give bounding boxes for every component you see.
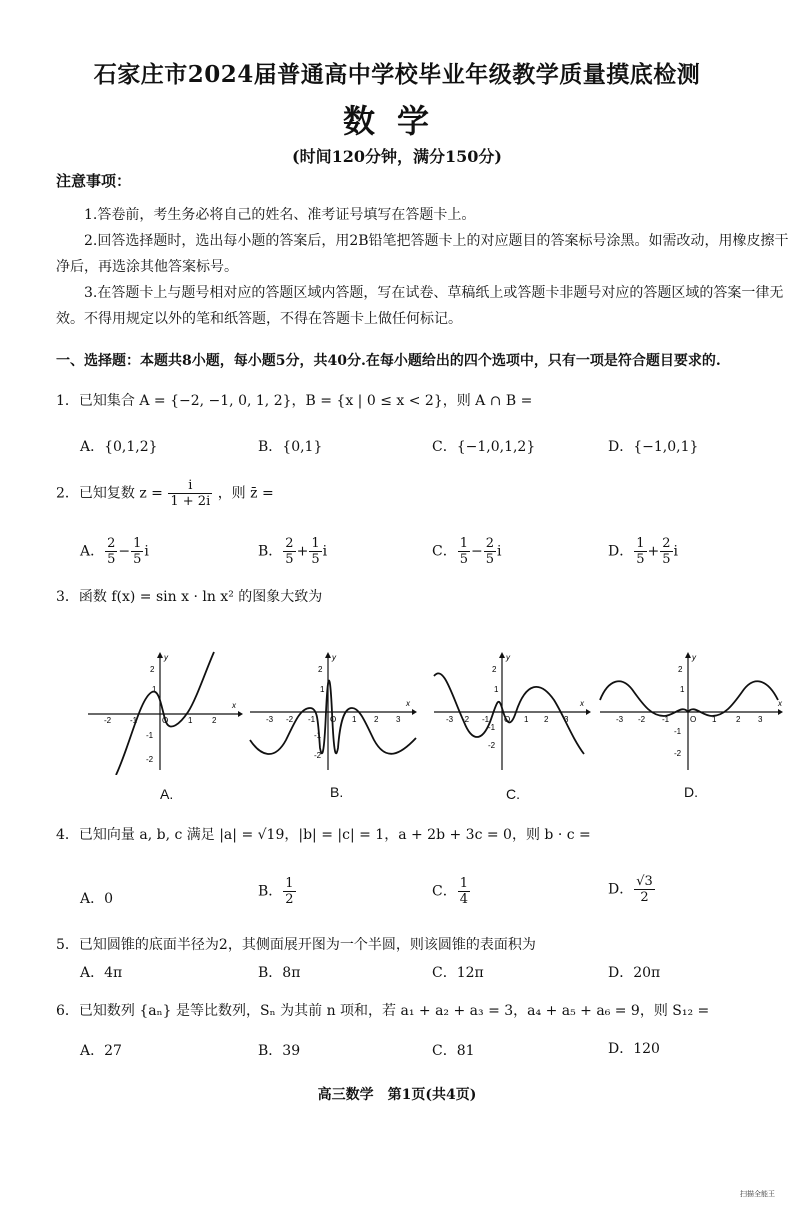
q5-option-a: A．4π [80,965,123,981]
svg-text:-2: -2 [104,716,112,725]
q3-graph-d [598,650,788,775]
svg-text:-2: -2 [286,715,294,724]
svg-text:y: y [332,653,336,662]
svg-text:-1: -1 [662,715,670,724]
svg-text:-1: -1 [146,731,154,740]
q6-option-a: A．27 [80,1043,122,1059]
note-2: 2.回答选择题时，选出每小题的答案后，用2B铅笔把答题卡上的对应题目的答案标号涂黑。如需改动，用橡皮擦干净后，再选涂其他答案标号。 [56,233,789,275]
svg-text:y: y [164,653,168,662]
q6-option-d: D．120 [608,1041,660,1057]
svg-text:-1: -1 [482,715,490,724]
svg-text:1: 1 [320,685,325,694]
q3-graph-c [432,650,592,775]
svg-text:O: O [690,715,697,724]
svg-text:y: y [692,653,696,662]
svg-text:2: 2 [736,715,741,724]
q1-stem: 1．已知集合 A = {−2, −1, 0, 1, 2}，B = {x | 0 ≤ x < 2}，则 A ∩ B = [56,393,533,409]
svg-text:-2: -2 [674,749,682,758]
q4-option-b: B． $\frac{1}{2}$ [258,876,294,907]
q3-label-c: C. [506,786,520,802]
q3-graph-a [84,650,244,775]
time-info: (时间120分钟，满分150分) [292,147,502,166]
q2-option-b: B． $\frac{2}{5}$ + $\frac{1}{5}$ i [258,536,328,567]
q5-stem: 5．已知圆锥的底面半径为2，其侧面展开图为一个半圆，则该圆锥的表面积为 [56,937,536,953]
svg-text:O: O [330,715,337,724]
page-footer: 高三数学 第1页(共4页) [317,1087,477,1103]
svg-text:-3: -3 [446,715,454,724]
svg-text:x: x [232,701,236,710]
exam-title: 石家庄市2024届普通高中学校毕业年级教学质量摸底检测 [93,61,701,88]
subject-title: 数学 [342,102,451,140]
svg-text:2: 2 [212,716,217,725]
svg-text:-1: -1 [308,715,316,724]
svg-text:x: x [580,699,584,708]
q3-label-b: B. [330,784,344,800]
q2-stem: 2．已知复数 z = $\frac{i}{1 + 2i}$ ，则 z̄ = [56,478,274,509]
svg-text:2: 2 [544,715,549,724]
q1-option-a: A．{0,1,2} [80,439,158,455]
q6-stem: 6．已知数列 {aₙ} 是等比数列，Sₙ 为其前 n 项和，若 a₁ + a₂ + a₃ = 3，a₄ + a₅ + a₆ = 9，则 S₁₂ = [56,1003,710,1019]
svg-text:y: y [506,653,510,662]
q1-option-c: C．{−1,0,1,2} [432,439,536,455]
svg-text:-1: -1 [674,727,682,736]
svg-text:2: 2 [150,665,155,674]
svg-text:2: 2 [678,665,683,674]
q6-option-b: B．39 [258,1043,301,1059]
q2-option-d: D． $\frac{1}{5}$ + $\frac{2}{5}$ i [608,536,679,567]
svg-text:-2: -2 [314,751,322,760]
q1-option-d: D．{−1,0,1} [608,439,699,455]
q3-label-a: A. [160,786,174,802]
svg-text:3: 3 [564,715,569,724]
svg-text:1: 1 [712,715,717,724]
svg-text:1: 1 [352,715,357,724]
svg-text:1: 1 [494,685,499,694]
q3-graph-b [248,650,418,775]
q5-option-b: B．8π [258,965,301,981]
svg-text:-1: -1 [314,731,322,740]
section-heading: 一、选择题：本题共8小题，每小题5分，共40分.在每小题给出的四个选项中，只有一项是符合题目要求的. [56,353,721,369]
svg-text:-2: -2 [146,755,154,764]
q4-option-d: D． $\frac{√3}{2}$ [608,874,653,905]
q3-label-d: D. [684,784,698,800]
q6-option-c: C．81 [432,1043,475,1059]
q2-option-a: A． $\frac{2}{5}$ − $\frac{1}{5}$ i [80,536,149,567]
q3-stem: 3．函数 f(x) = sin x · ln x² 的图象大致为 [56,589,323,605]
svg-text:x: x [778,699,782,708]
q5-option-d: D．20π [608,965,661,981]
scanner-watermark: 扫描全能王 [740,1191,775,1198]
svg-text:1: 1 [152,685,157,694]
svg-text:-3: -3 [266,715,274,724]
notes-title: 注意事项： [56,172,132,190]
svg-text:-2: -2 [462,715,470,724]
note-3: 3.在答题卡上与题号相对应的答题区域内答题，写在试卷、草稿纸上或答题卡非题号对应的答题区域的答案一律无效。不得用规定以外的笔和纸答题，不得在答题卡上做任何标记。 [56,285,784,327]
svg-text:1: 1 [680,685,685,694]
svg-text:3: 3 [396,715,401,724]
q1-option-b: B．{0,1} [258,439,323,455]
q2-option-c: C． $\frac{1}{5}$ − $\frac{2}{5}$ i [432,536,502,567]
svg-text:O: O [162,716,169,725]
svg-text:-2: -2 [488,741,496,750]
svg-text:1: 1 [188,716,193,725]
svg-text:-3: -3 [616,715,624,724]
svg-text:2: 2 [374,715,379,724]
svg-text:-2: -2 [638,715,646,724]
svg-text:-1: -1 [488,723,496,732]
q4-option-a: A．0 [80,891,114,907]
svg-text:3: 3 [758,715,763,724]
q4-stem: 4．已知向量 a, b, c 满足 |a| = √19，|b| = |c| = 1，a + 2b + 3c = 0，则 b · c = [56,827,591,843]
svg-text:x: x [406,699,410,708]
svg-text:2: 2 [492,665,497,674]
q2-fraction: $\frac{i}{1 + 2i}$ [170,478,211,509]
note-1: 1.答卷前，考生务必将自己的姓名、准考证号填写在答题卡上。 [84,207,476,223]
svg-text:2: 2 [318,665,323,674]
svg-text:-1: -1 [130,716,138,725]
q4-option-c: C． $\frac{1}{4}$ [432,876,468,907]
svg-text:1: 1 [524,715,529,724]
svg-text:O: O [504,715,511,724]
q5-option-c: C．12π [432,965,484,981]
